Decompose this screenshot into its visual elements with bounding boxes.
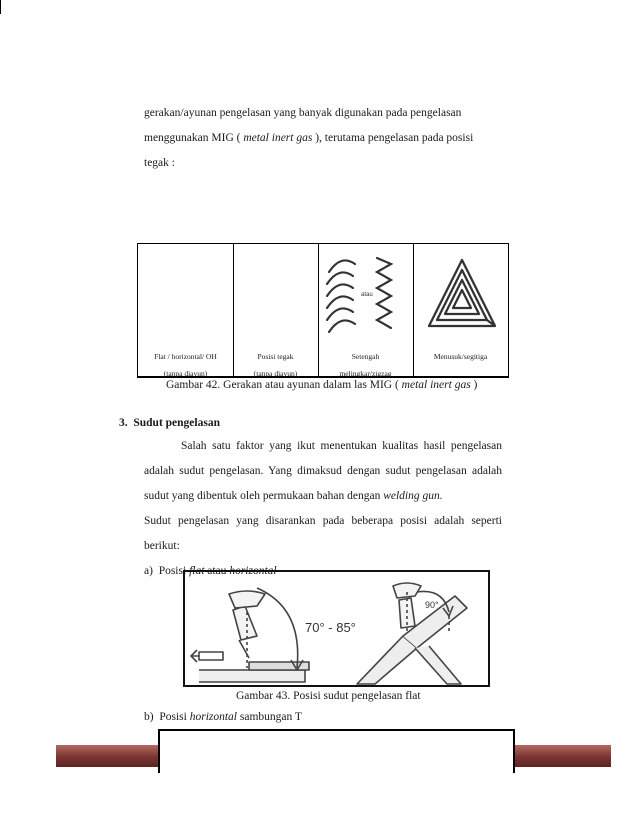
section-3-line-3: sudut yang dibentuk oleh permukaan bahan dengan welding gun.	[144, 490, 443, 502]
footer-band-right	[515, 745, 611, 767]
angle-70-85-label: 70° - 85°	[305, 620, 356, 635]
section-3-line-1: Salah satu faktor yang ikut menentukan kualitas hasil pengelasan	[181, 440, 502, 452]
footer-band-left	[56, 745, 158, 767]
page-corner-mark	[0, 0, 1, 14]
label-flat: Flat / horizontal/ OH (tanpa diayun)	[154, 352, 217, 378]
section-3-line-5: berikut:	[144, 540, 180, 552]
section-3-line-2: adalah sudut pengelasan. Yang dimaksud dengan sudut pengelasan adalah	[144, 465, 502, 477]
semicircle-zigzag-figure	[321, 250, 409, 342]
item-a: a) Posisi flat atau horizontal	[144, 565, 277, 577]
welding-angle-figure	[185, 572, 488, 685]
section-3-line-4: Sudut pengelasan yang disarankan pada beberapa posisi adalah seperti	[144, 515, 502, 527]
intro-line-3: tegak :	[144, 157, 175, 169]
intro-line-2: menggunakan MIG ( metal inert gas ), terutama pengelasan pada posisi	[144, 132, 474, 144]
intro-line-1: gerakan/ayunan pengelasan yang banyak digunakan pada pengelasan	[144, 107, 462, 119]
footer-box	[158, 729, 515, 773]
item-b: b) Posisi horizontal sambungan T	[144, 711, 302, 723]
section-3-heading: 3. Sudut pengelasan	[119, 417, 220, 429]
figure-43-box	[183, 570, 490, 687]
label-triangle: Menusuk/segitiga	[433, 352, 488, 361]
weave-motion-table	[137, 243, 509, 378]
label-vertical: Posisi tegak (tanpa diayun)	[253, 352, 298, 378]
label-semicircle: Setengah melingkar/zigzag	[339, 352, 392, 378]
intro-paragraph	[144, 101, 502, 176]
triangle-weave-figure	[423, 256, 501, 334]
figure-42-caption: Gambar 42. Gerakan atau ayunan dalam las MIG ( metal inert gas )	[166, 379, 478, 391]
figure-atau-text: atau	[361, 292, 373, 298]
angle-90-label: 90°	[425, 600, 439, 610]
figure-43-caption: Gambar 43. Posisi sudut pengelasan flat	[236, 690, 421, 702]
